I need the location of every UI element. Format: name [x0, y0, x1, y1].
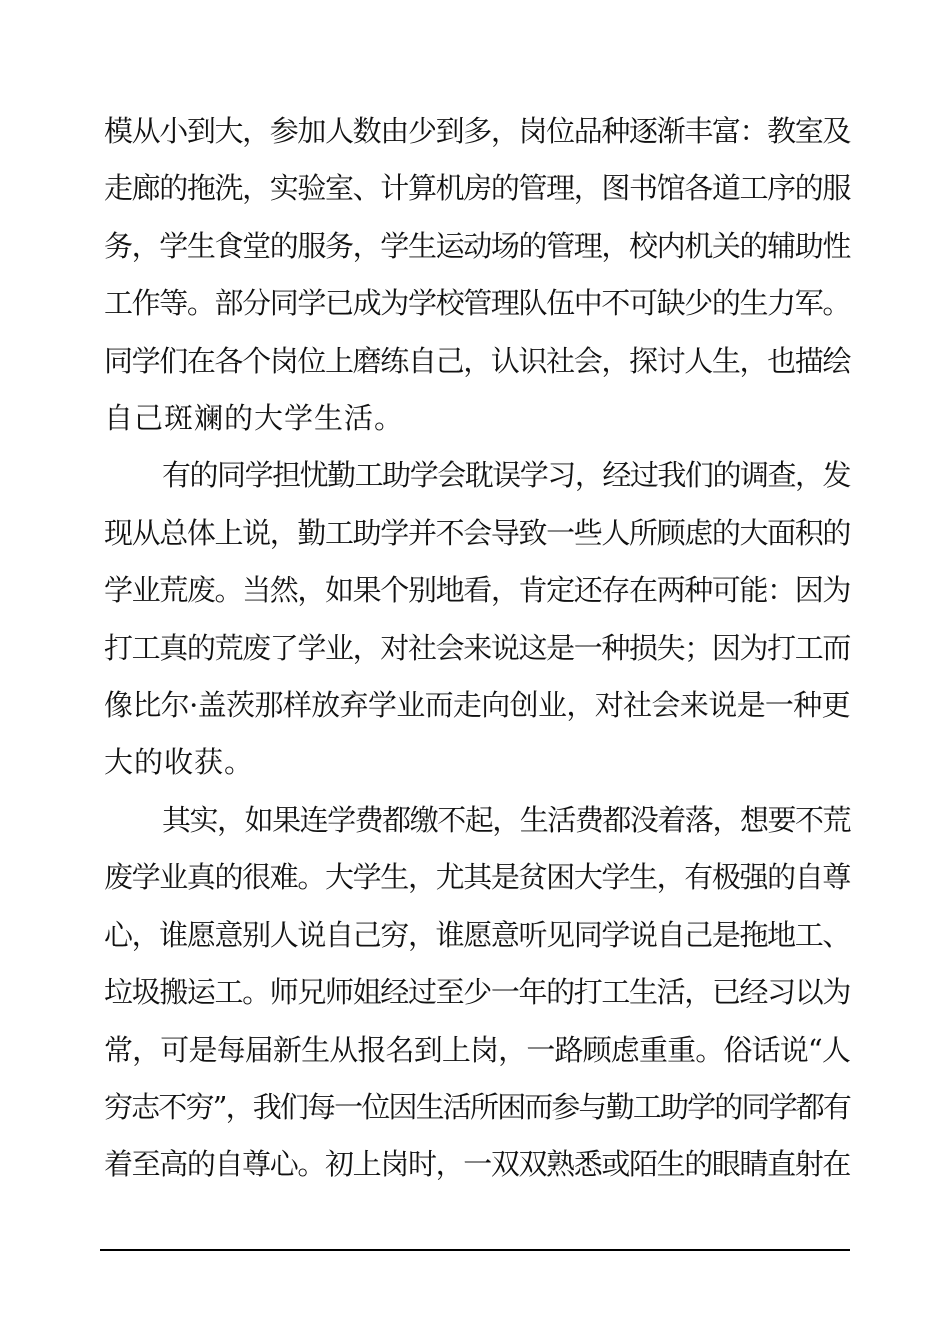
text-line: 有的同学担忧勤工助学会耽误学习，经过我们的调查，发 [162, 458, 850, 493]
text-line: 自己斑斓的大学生活。 [104, 401, 405, 436]
paragraph-3 [104, 792, 850, 1194]
text-line: 大的收获。 [104, 745, 255, 780]
text-line: 其实，如果连学费都缴不起，生活费都没着落，想要不荒 [162, 802, 850, 837]
text-line: 打工真的荒废了学业，对社会来说这是一种损失；因为打工而 [104, 630, 850, 665]
text-line: 着至高的自尊心。初上岗时，一双双熟悉或陌生的眼睛直射在 [104, 1147, 850, 1182]
paragraph-1 [104, 103, 850, 447]
text-line: 同学们在各个岗位上磨练自己，认识社会，探讨人生，也描绘 [104, 343, 850, 378]
footer-divider [100, 1249, 850, 1251]
body-text [104, 103, 850, 1194]
text-line: 工作等。部分同学已成为学校管理队伍中不可缺少的生力军。 [104, 286, 850, 321]
text-line: 走廊的拖洗，实验室、计算机房的管理，图书馆各道工序的服 [104, 171, 850, 206]
text-line: 心，谁愿意别人说自己穷，谁愿意听见同学说自己是拖地工、 [104, 917, 850, 952]
text-line: 务，学生食堂的服务，学生运动场的管理，校内机关的辅助性 [104, 228, 850, 263]
text-line: 废学业真的很难。大学生，尤其是贫困大学生，有极强的自尊 [104, 860, 850, 895]
text-line: 穷志不穷”，我们每一位因生活所困而参与勤工助学的同学都有 [104, 1089, 850, 1124]
text-line: 像比尔·盖茨那样放弃学业而走向创业，对社会来说是一种更 [104, 688, 850, 723]
text-line: 垃圾搬运工。师兄师姐经过至少一年的打工生活，已经习以为 [104, 975, 850, 1010]
text-line: 常，可是每届新生从报名到上岗，一路顾虑重重。俗话说“人 [104, 1032, 850, 1067]
text-line: 模从小到大，参加人数由少到多，岗位品种逐渐丰富：教室及 [104, 114, 850, 148]
text-line: 现从总体上说，勤工助学并不会导致一些人所顾虑的大面积的 [104, 515, 850, 550]
paragraph-2 [104, 447, 850, 791]
text-line: 学业荒废。当然，如果个别地看，肯定还存在两种可能：因为 [104, 573, 850, 608]
